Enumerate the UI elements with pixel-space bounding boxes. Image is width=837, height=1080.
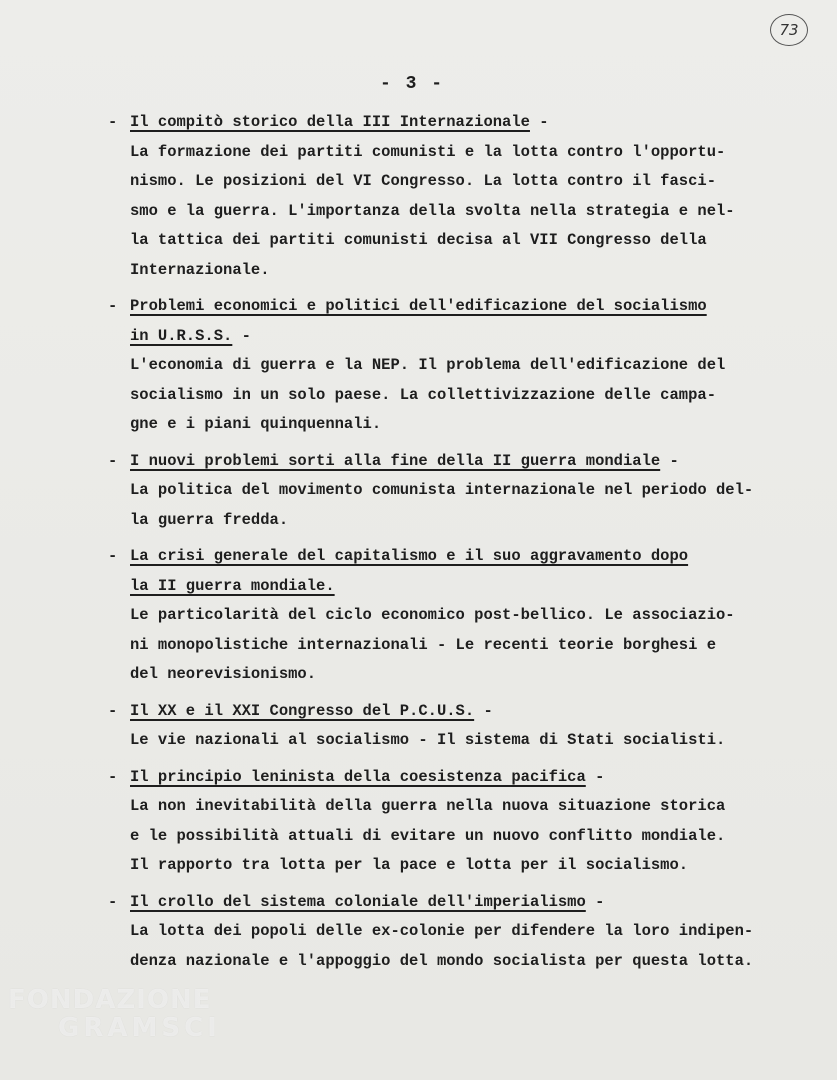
syllabus-section (108, 763, 808, 881)
section-heading-text: Il crollo del sistema coloniale dell'imperialismo (130, 892, 586, 911)
syllabus-section (108, 108, 808, 285)
section-heading (108, 697, 808, 727)
syllabus-section (108, 542, 808, 690)
section-body-line: La non inevitabilità della guerra nella nuova situazione storica (130, 797, 726, 815)
heading-suffix: - (585, 892, 605, 911)
section-heading-text: la II guerra mondiale. (130, 576, 335, 595)
section-body-line: Le vie nazionali al socialismo - Il sistema di Stati socialisti. (130, 731, 726, 749)
section-body-line: e le possibilità attuali di evitare un nuovo conflitto mondiale. (130, 826, 726, 845)
section-heading (108, 322, 808, 352)
watermark (8, 986, 221, 1042)
section-body-line: Le particolarità del ciclo economico post-bellico. Le associazio- (130, 606, 735, 624)
bullet-dash: - (108, 892, 118, 911)
archive-page-number: 73 (770, 14, 808, 46)
section-body-line: gne e i piani quinquennali. (130, 415, 382, 433)
section-body-line: la tattica dei partiti comunisti decisa al VII Congresso della (130, 231, 707, 249)
section-heading-text: Il principio leninista della coesistenza pacifica (130, 767, 586, 786)
bullet-dash: - (108, 767, 118, 786)
section-body-line: L'economia di guerra e la NEP. Il problema dell'edificazione del (130, 356, 726, 374)
section-body-line: La formazione dei partiti comunisti e la lotta contro l'opportu- (130, 142, 726, 161)
section-body-line: socialismo in un solo paese. La collettivizzazione delle campa- (130, 385, 716, 404)
document-body (108, 108, 808, 983)
section-body-line: denza nazionale e l'appoggio del mondo socialista per questa lotta. (130, 951, 754, 970)
section-body-line: ni monopolistiche internazionali - Le recenti teorie borghesi e (130, 635, 716, 654)
section-heading-text: La crisi generale del capitalismo e il suo aggravamento dopo (130, 547, 689, 565)
section-heading (108, 447, 808, 477)
heading-suffix: - (585, 767, 605, 786)
bullet-dash: - (108, 547, 118, 565)
section-heading (108, 292, 808, 322)
heading-suffix: - (232, 326, 251, 345)
heading-suffix: - (474, 701, 493, 720)
syllabus-section (108, 697, 808, 756)
section-heading (108, 542, 808, 572)
bullet-dash: - (108, 297, 118, 315)
watermark-line: FONDAZIONE (8, 985, 212, 1015)
section-body-line: del neorevisionismo. (130, 665, 317, 683)
section-heading (108, 888, 808, 918)
section-body-line: Internazionale. (130, 260, 270, 279)
bullet-dash: - (108, 451, 118, 470)
section-heading-text: in U.R.S.S. (130, 326, 233, 345)
heading-suffix: - (529, 113, 549, 131)
section-heading (108, 108, 808, 138)
section-heading-text: I nuovi problemi sorti alla fine della II guerra mondiale (130, 451, 661, 470)
heading-suffix: - (660, 451, 679, 470)
bullet-dash: - (108, 113, 118, 131)
syllabus-section (108, 888, 808, 977)
watermark-line: GRAMSCI (58, 1013, 221, 1043)
syllabus-section (108, 447, 808, 536)
section-body-line: smo e la guerra. L'importanza della svolta nella strategia e nel- (130, 201, 735, 220)
section-body-line: La lotta dei popoli delle ex-colonie per difendere la loro indipen- (130, 922, 754, 940)
section-heading (108, 572, 808, 602)
section-heading-text: Il compitò storico della III Internazionale (130, 113, 530, 131)
bullet-dash: - (108, 701, 118, 720)
section-heading-text: Problemi economici e politici dell'edificazione del socialismo (130, 297, 707, 315)
section-body-line: la guerra fredda. (130, 510, 289, 529)
section-body-line: Il rapporto tra lotta per la pace e lotta per il socialismo. (130, 856, 689, 874)
section-body-line: La politica del movimento comunista internazionale nel periodo del- (130, 481, 754, 499)
section-body-line: nismo. Le posizioni del VI Congresso. La lotta contro il fasci- (130, 172, 716, 190)
section-heading-text: Il XX e il XXI Congresso del P.C.U.S. (130, 701, 475, 720)
page-number: - 3 - (380, 74, 445, 94)
section-heading (108, 763, 808, 793)
syllabus-section (108, 292, 808, 440)
